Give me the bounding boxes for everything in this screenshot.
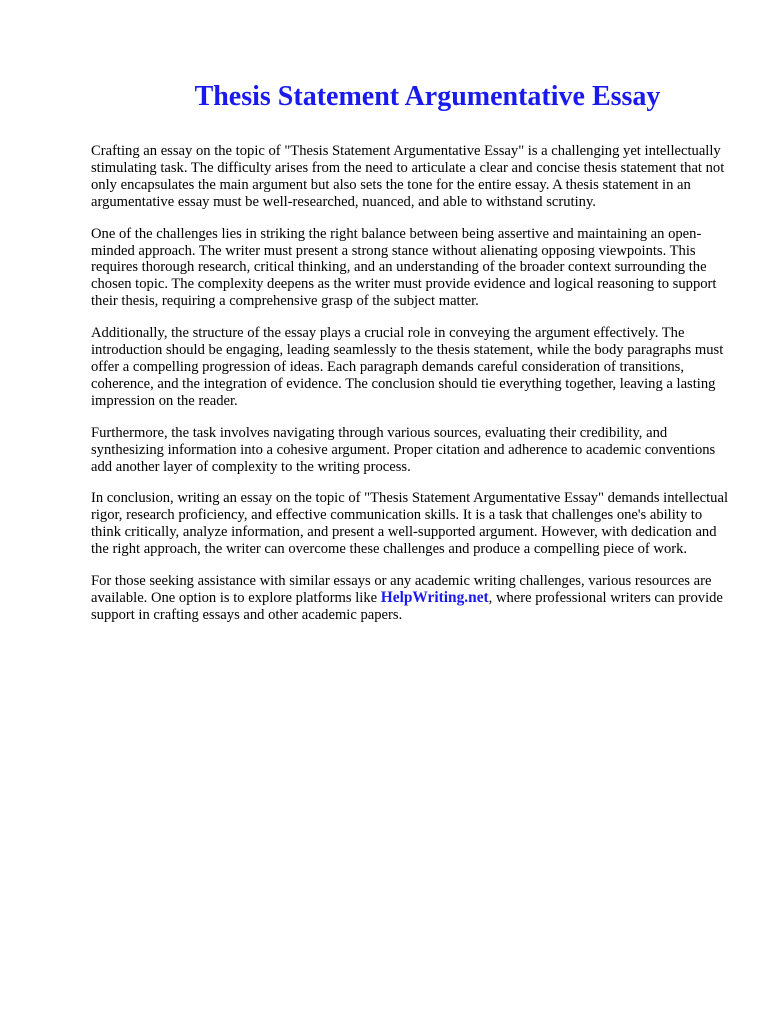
paragraph-6-text-after-link: , where professional writers can provide support in crafting essays and other academic papers. [91, 589, 723, 623]
paragraph-2: One of the challenges lies in striking the right balance between being assertive and maintaining an open-minded approach. The writer must present a strong stance without alienating opposing viewpoints. This requires thorough research, critical thinking, and an understanding of the broader context surrounding the chosen topic. The complexity deepens as the writer must provide evidence and logical reasoning to support their thesis, requiring a comprehensive grasp of the subject matter. [91, 225, 717, 310]
paragraph-1: Crafting an essay on the topic of "Thesis Statement Argumentative Essay" is a challenging yet intellectually stimulating task. The difficulty arises from the need to articulate a clear and concise thesis statement that not only encapsulates the main argument but also sets the tone for the entire essay. A thesis statement in an argumentative essay must be well-researched, nuanced, and able to withstand scrutiny. [91, 143, 725, 210]
page-title: Thesis Statement Argumentative Essay [194, 81, 661, 112]
paragraph-6-text-before-link: For those seeking assistance with similar essays or any academic writing challenges, various resources are available. One option is to explore platforms like [91, 573, 712, 606]
paragraph-5: In conclusion, writing an essay on the topic of "Thesis Statement Argumentative Essay" demands intellectual rigor, research proficiency, and effective communication skills. It is a task that challenges one's ability to think critically, analyze information, and present a well-supported argument. However, with dedication and the right approach, the writer can overcome these challenges and produce a compelling piece of work. [91, 490, 729, 558]
paragraph-3: Additionally, the structure of the essay plays a crucial role in conveying the argument effectively. The introduction should be engaging, leading seamlessly to the thesis statement, while the body paragraphs must offer a compelling progression of ideas. Each paragraph demands careful consideration of transitions, coherence, and the integration of evidence. The conclusion should tie everything together, leaving a lasting impression on the reader. [91, 325, 724, 409]
paragraph-4: Furthermore, the task involves navigating through various sources, evaluating their credibility, and synthesizing information into a cohesive argument. Proper citation and adherence to academic conventions add another layer of complexity to the writing process. [91, 424, 716, 475]
helpwriting-link[interactable]: HelpWriting.net [380, 588, 489, 606]
paragraph-6 [91, 573, 731, 624]
